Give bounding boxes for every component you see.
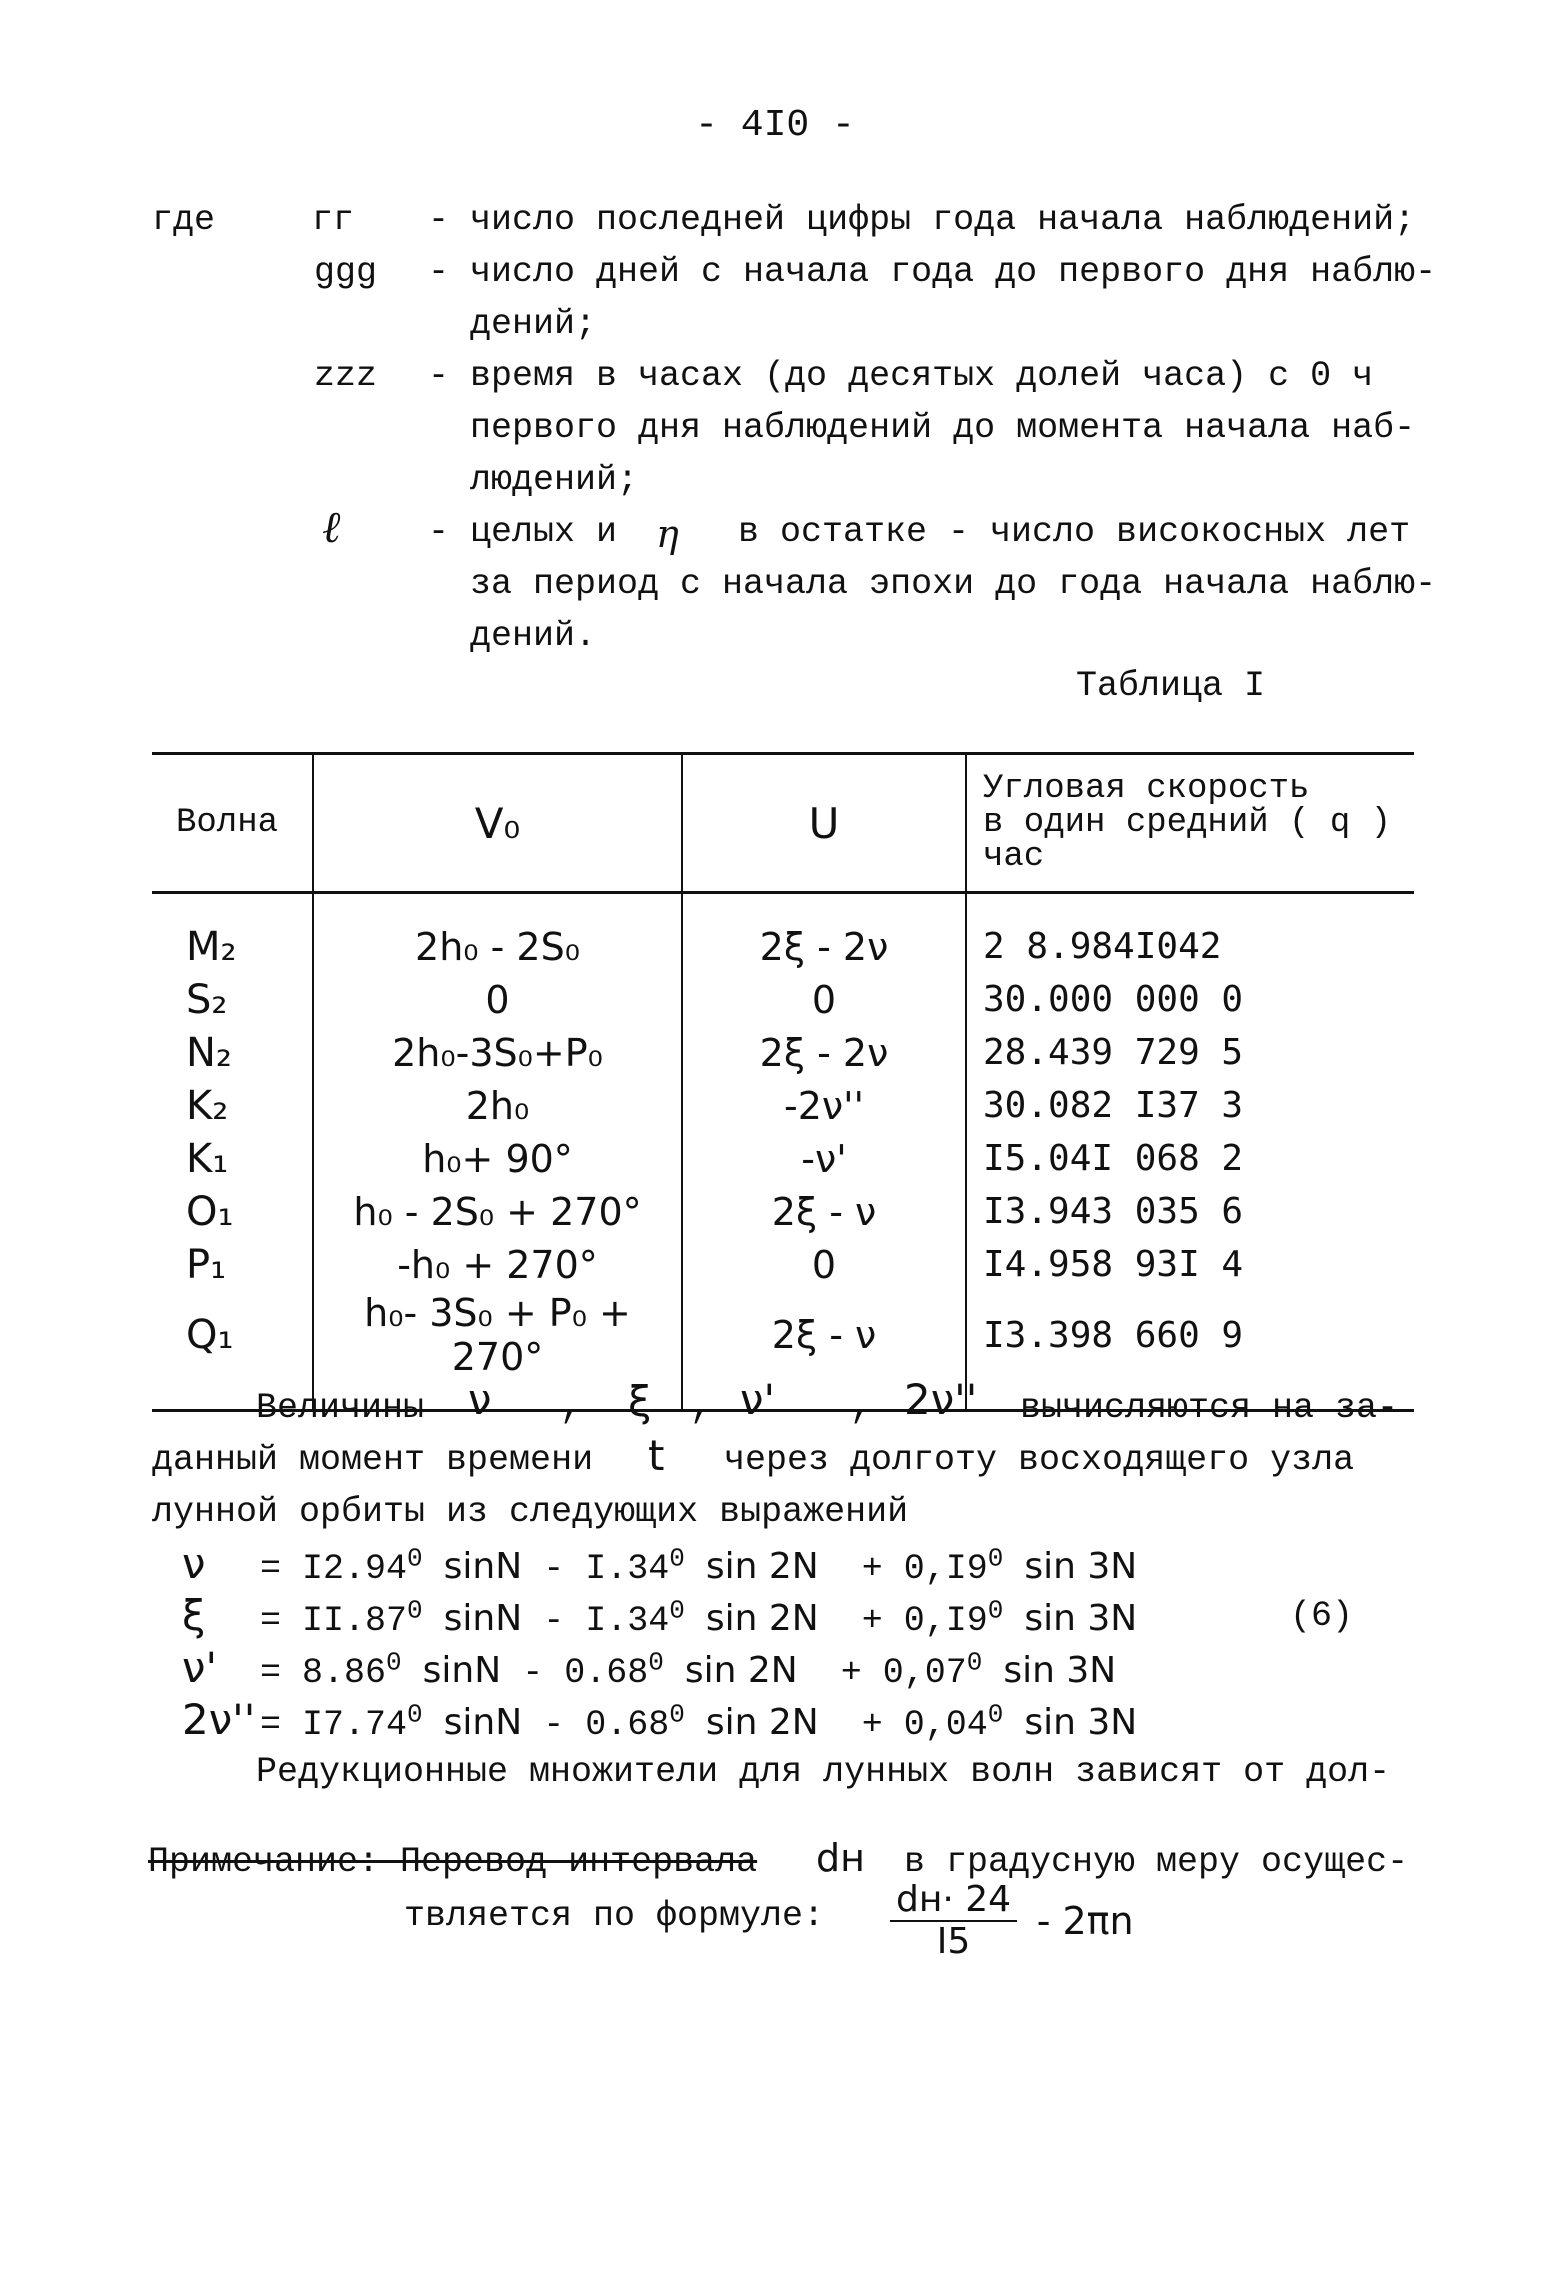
fraction-denominator: I5 — [936, 1921, 971, 1962]
cell-v0: h₀+ 90° — [313, 1132, 682, 1185]
header-v0: V₀ — [313, 754, 682, 893]
cell-speed: 30.082 I37 3 — [966, 1079, 1414, 1132]
definition-line: дений. — [470, 616, 597, 656]
cell-u: 2ξ - ν — [682, 1185, 966, 1238]
equation-row — [182, 1694, 1382, 1751]
degree-mark: 0 — [966, 1647, 983, 1678]
paragraph-text: , — [850, 1388, 872, 1428]
equation-row — [182, 1590, 1382, 1647]
equation-row — [182, 1642, 1382, 1699]
cell-v0: 2h₀-3S₀+P₀ — [313, 1026, 682, 1079]
paragraph-text: Редукционные множители для лунных волн зависят от дол- — [256, 1752, 1391, 1792]
intro-word: где — [152, 200, 216, 240]
symbol-ggg: ggg — [314, 252, 378, 292]
eq-func: sinN — [443, 1702, 523, 1743]
definition-line: - число дней с начала года до первого дня наблю- — [428, 252, 1437, 292]
header-wave: Волна — [152, 754, 313, 893]
table-row — [152, 973, 1414, 1026]
cell-v0: h₀ - 2S₀ + 270° — [313, 1185, 682, 1238]
page-number: - 4I0 - — [695, 104, 855, 147]
eq-func: sin 2N — [705, 1546, 819, 1587]
table-row — [152, 1238, 1414, 1291]
header-speed-line: в один средний ( q ) — [983, 804, 1392, 842]
eq-func: sinN — [443, 1598, 523, 1639]
symbol-gg: гг — [312, 200, 355, 240]
cell-v0: 2h₀ - 2S₀ — [313, 893, 682, 974]
degree-mark: 0 — [987, 1543, 1004, 1574]
note-text: в градусную меру осущес- — [904, 1842, 1409, 1882]
cell-u: -2ν'' — [682, 1079, 966, 1132]
table-caption: Таблица I — [1076, 666, 1266, 706]
symbol-nu: ν — [468, 1375, 492, 1424]
header-speed-line: Угловая скорость — [983, 770, 1310, 808]
cell-wave: S₂ — [152, 973, 313, 1026]
cell-u: 2ξ - ν — [682, 1291, 966, 1411]
degree-mark: 0 — [407, 1543, 423, 1574]
degree-mark: 0 — [669, 1595, 685, 1626]
eq-lhs: ν — [182, 1539, 206, 1588]
note-label: Примечание: Перевод интервала — [148, 1842, 758, 1882]
eq-func: sin 2N — [705, 1702, 819, 1743]
symbol-zzz: zzz — [314, 356, 378, 396]
eq-term: + 0,04 — [861, 1705, 988, 1745]
cell-wave: K₁ — [152, 1132, 313, 1185]
definition-line: - число последней цифры года начала наблюдений; — [428, 200, 1416, 240]
cell-u: 2ξ - 2ν — [682, 893, 966, 974]
symbol-t: t — [648, 1431, 665, 1480]
eq-func: sin 2N — [684, 1650, 798, 1691]
definition-line: первого дня наблюдений до момента начала наб- — [470, 408, 1416, 448]
formula-fraction — [890, 1880, 1134, 1962]
paragraph-text: Величины — [256, 1388, 425, 1428]
symbol-2nu-double-prime: 2ν'' — [904, 1375, 978, 1424]
symbol-nu-prime: ν' — [740, 1375, 776, 1424]
definition-line: - целых и — [428, 512, 618, 552]
cell-speed: 28.439 729 5 — [966, 1026, 1414, 1079]
cell-wave: M₂ — [152, 893, 313, 974]
eq-term: - 0.68 — [543, 1705, 670, 1745]
eq-func: sin 3N — [1024, 1546, 1138, 1587]
table-row — [152, 893, 1414, 974]
paragraph-text: через долготу восходящего узла — [724, 1440, 1355, 1480]
eq-term: = I2.94 — [260, 1549, 408, 1589]
cell-v0: -h₀ + 270° — [313, 1238, 682, 1291]
cell-speed: 30.000 000 0 — [966, 973, 1414, 1026]
cell-u: 0 — [682, 1238, 966, 1291]
cell-speed: I3.398 660 9 — [966, 1291, 1414, 1411]
eq-func: sin 3N — [1024, 1702, 1138, 1743]
eq-term: + 0,I9 — [861, 1549, 988, 1589]
definition-line: за период с начала эпохи до года начала наблю- — [470, 564, 1437, 604]
table-row — [152, 1132, 1414, 1185]
note-text: твляется по формуле: — [404, 1896, 825, 1936]
degree-mark: 0 — [407, 1595, 423, 1626]
eq-term: + 0,I9 — [861, 1601, 988, 1641]
degree-mark: 0 — [669, 1699, 685, 1730]
degree-mark: 0 — [648, 1647, 664, 1678]
header-speed — [966, 754, 1414, 893]
eq-term: - I.34 — [543, 1549, 670, 1589]
cell-wave: P₁ — [152, 1238, 313, 1291]
eq-term: = 8.86 — [260, 1653, 387, 1693]
cell-v0: 0 — [313, 973, 682, 1026]
eq-term: - 0.68 — [522, 1653, 649, 1693]
definition-line: - время в часах (до десятых долей часа) с 0 ч — [428, 356, 1374, 396]
cell-wave: N₂ — [152, 1026, 313, 1079]
definition-line: людений; — [470, 460, 639, 500]
table-row — [152, 1026, 1414, 1079]
table-header-row — [152, 754, 1414, 893]
fraction — [890, 1880, 1017, 1962]
symbol-xi: ξ — [628, 1377, 652, 1426]
definition-line: в остатке - число високосных лет — [738, 512, 1411, 552]
eq-func: sinN — [443, 1546, 523, 1587]
cell-speed: I3.943 035 6 — [966, 1185, 1414, 1238]
eq-term: + 0,07 — [840, 1653, 967, 1693]
table-row — [152, 1079, 1414, 1132]
degree-mark: 0 — [407, 1699, 423, 1730]
definition-line: дений; — [470, 304, 597, 344]
cell-speed: 2 8.984I042 — [966, 893, 1414, 974]
cell-v0: h₀- 3S₀ + P₀ + 270° — [313, 1291, 682, 1411]
eq-term: - I.34 — [543, 1601, 670, 1641]
cell-u: -ν' — [682, 1132, 966, 1185]
wave-table — [152, 752, 1414, 1412]
cell-wave: O₁ — [152, 1185, 313, 1238]
symbol-eta: η — [656, 512, 679, 556]
degree-mark: 0 — [987, 1699, 1004, 1730]
degree-mark: 0 — [669, 1543, 685, 1574]
paragraph-text: данный момент времени — [152, 1440, 594, 1480]
cell-wave: K₂ — [152, 1079, 313, 1132]
cell-u: 0 — [682, 973, 966, 1026]
symbol-l: ℓ — [322, 502, 341, 553]
paragraph-text: лунной орбиты из следующих выражений — [152, 1492, 909, 1532]
paragraph-text: , — [690, 1388, 712, 1428]
eq-func: sinN — [422, 1650, 502, 1691]
cell-wave: Q₁ — [152, 1291, 313, 1411]
eq-term: = II.87 — [260, 1601, 408, 1641]
eq-func: sin 2N — [705, 1598, 819, 1639]
cell-u: 2ξ - 2ν — [682, 1026, 966, 1079]
table-row — [152, 1185, 1414, 1238]
note-symbol: dн — [816, 1836, 865, 1880]
degree-mark: 0 — [987, 1595, 1004, 1626]
header-u: U — [682, 754, 966, 893]
eq-lhs: 2ν'' — [182, 1695, 256, 1744]
equation-row — [182, 1538, 1382, 1595]
cell-speed: I5.04I 068 2 — [966, 1132, 1414, 1185]
formula-tail: - 2πn — [1036, 1899, 1134, 1943]
fraction-numerator: dн· 24 — [890, 1880, 1017, 1922]
eq-term: = I7.74 — [260, 1705, 408, 1745]
degree-mark: 0 — [386, 1647, 402, 1678]
equation-number: (6) — [1290, 1596, 1354, 1636]
eq-lhs: ξ — [182, 1591, 206, 1640]
eq-func: sin 3N — [1003, 1650, 1117, 1691]
header-speed-line: час — [983, 838, 1045, 876]
eq-func: sin 3N — [1024, 1598, 1138, 1639]
cell-speed: I4.958 93I 4 — [966, 1238, 1414, 1291]
cell-v0: 2h₀ — [313, 1079, 682, 1132]
paragraph-text: , — [560, 1388, 582, 1428]
paragraph-text: вычисляются на за- — [1020, 1388, 1399, 1428]
eq-lhs: ν' — [182, 1643, 218, 1692]
